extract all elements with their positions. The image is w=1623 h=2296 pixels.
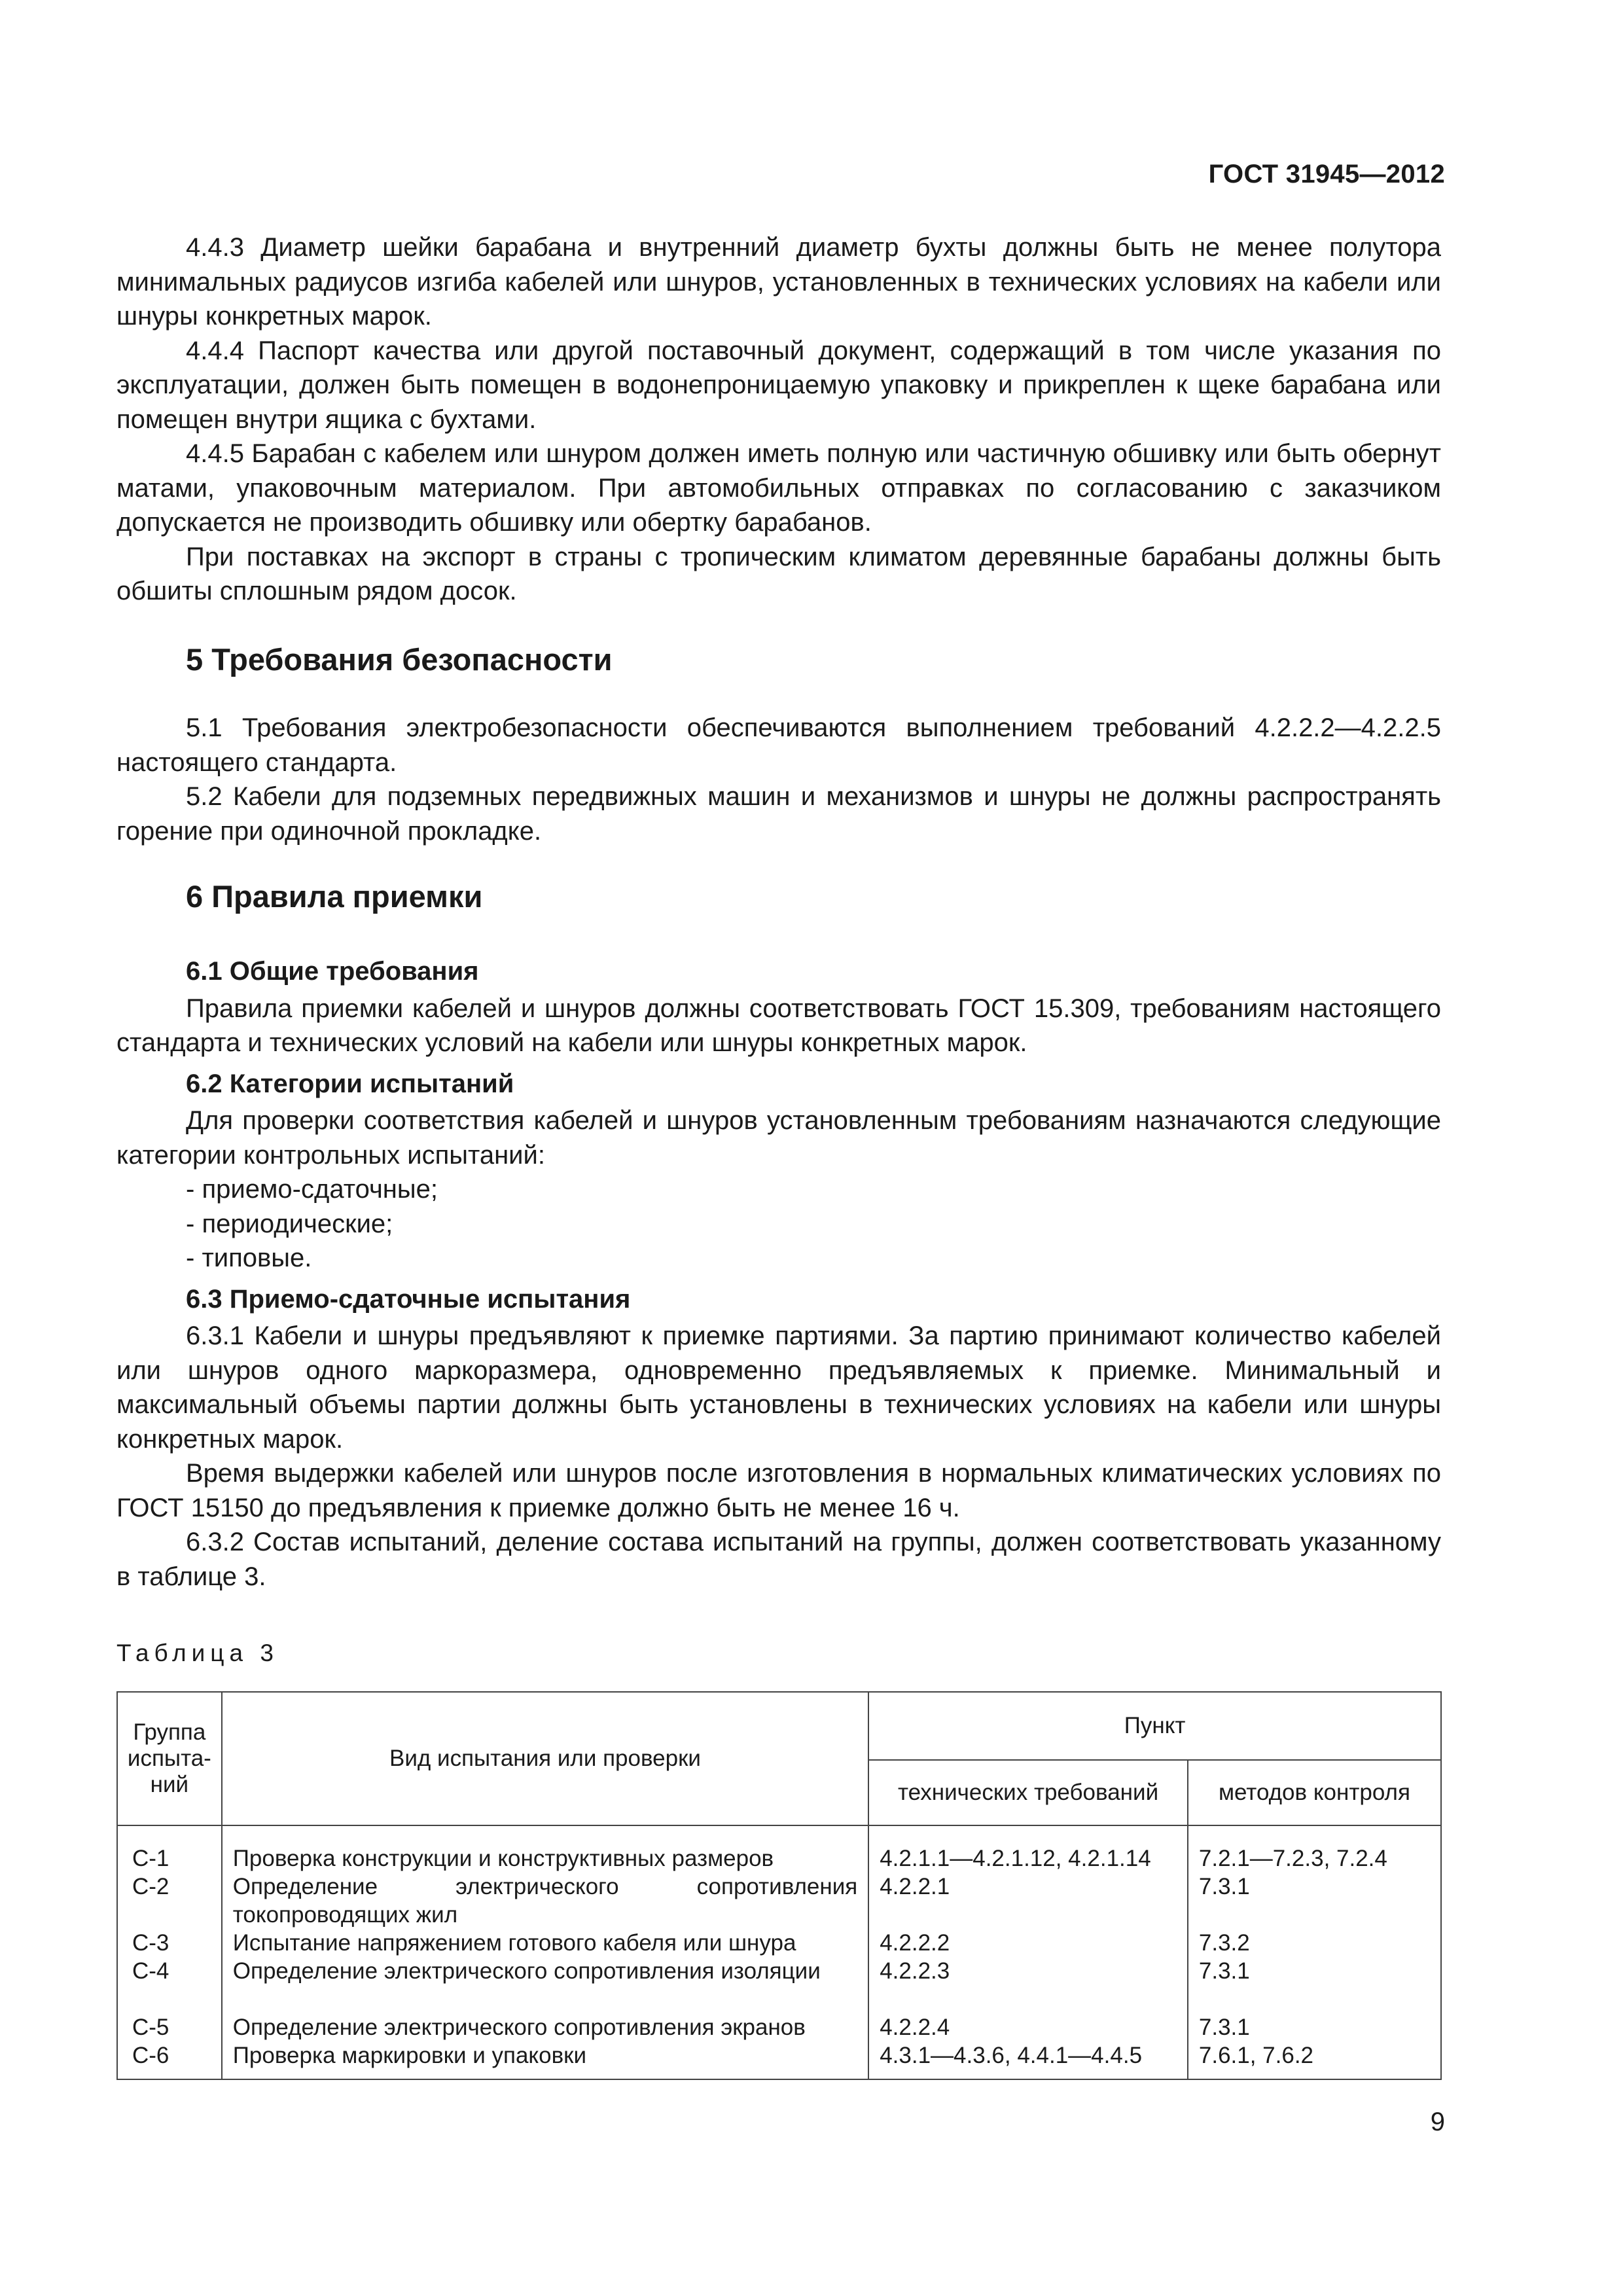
section-6-body	[116, 954, 1441, 1594]
test-categories-list	[116, 1172, 1441, 1276]
header-kind: Вид испытания или проверки	[222, 1692, 868, 1825]
subsection-6-1-heading: 6.1 Общие требования	[186, 957, 479, 986]
paragraph-4-4-4: 4.4.4 Паспорт качества или другой поставочный документ, содержащий в том числе указания по эксплуатации, должен быть помещен в водонепроницаемую упаковку и прикреплен к щеке барабана или помещен внутри ящика с бухтами.	[116, 336, 1441, 434]
section-6-heading: 6 Правила приемки	[186, 879, 483, 914]
table-row	[117, 1825, 1441, 2079]
cell-method-refs: 7.2.1—7.2.3, 7.2.4 7.3.1 7.3.2 7.3.1 7.3.1 7.6.1, 7.6.2	[1188, 1825, 1441, 2079]
paragraph-export: При поставках на экспорт в страны с тропическим климатом деревянные барабаны должны быть обшиты сплошным рядом досок.	[116, 542, 1441, 605]
paragraph-6-1: Правила приемки кабелей и шнуров должны соответствовать ГОСТ 15.309, требованиям настоящего стандарта и технических условий на кабели или шнуры конкретных марок.	[116, 994, 1441, 1057]
paragraph-5-1: 5.1 Требования электробезопасности обеспечиваются выполнением требований 4.2.2.2—4.2.2.5 настоящего стандарта.	[116, 713, 1441, 777]
section-5	[116, 640, 1441, 679]
cell-kinds: Проверка конструкции и конструктивных размеров Определение электрического сопротивления токопроводящих жил Испытание напряжением готового кабеля или шнура Определение электрического сопротивления изоляции Определение электрического сопротивления экранов Проверка маркировки и упаковки	[222, 1825, 868, 2079]
list-item: - типовые.	[186, 1241, 1441, 1276]
list-item: - периодические;	[186, 1207, 1441, 1242]
subsection-6-3-heading: 6.3 Приемо-сдаточные испытания	[186, 1284, 631, 1314]
paragraph-6-3-1-b: Время выдержки кабелей или шнуров после изготовления в нормальных климатических условиях по ГОСТ 15150 до предъявления к приемке должно быть не менее 16 ч.	[116, 1459, 1441, 1522]
cell-tech-refs: 4.2.1.1—4.2.1.12, 4.2.1.14 4.2.2.1 4.2.2.2 4.2.2.3 4.2.2.4 4.3.1—4.3.6, 4.4.1—4.4.5	[868, 1825, 1188, 2079]
paragraph-4-4-3: 4.4.3 Диаметр шейки барабана и внутренний диаметр бухты должны быть не менее полутора минимальных радиусов изгиба кабелей или шнуров, установленных в технических условиях на кабели или шнуры конкретных марок.	[116, 233, 1441, 331]
table-3	[116, 1691, 1442, 2080]
table-caption-block	[116, 1636, 1441, 1671]
paragraph-5-2: 5.2 Кабели для подземных передвижных машин и механизмов и шнуры не должны распространять горение при одиночной прокладке.	[116, 782, 1441, 846]
header-punkt: Пункт	[868, 1692, 1441, 1760]
header-group: Группа испыта-ний	[117, 1692, 222, 1825]
table-caption: Таблица 3	[116, 1640, 279, 1666]
clause-4-4-block	[116, 230, 1441, 609]
header-tech: технических требований	[868, 1760, 1188, 1825]
page-number: 9	[1430, 2108, 1445, 2136]
section-5-heading: 5 Требования безопасности	[186, 642, 613, 677]
paragraph-6-2: Для проверки соответствия кабелей и шнуров установленным требованиям назначаются следующие категории контрольных испытаний:	[116, 1106, 1441, 1170]
header-methods: методов контроля	[1188, 1760, 1441, 1825]
document-header: ГОСТ 31945—2012	[1208, 160, 1445, 188]
paragraph-6-3-2: 6.3.2 Состав испытаний, деление состава испытаний на группы, должен соответствовать указанному в таблице 3.	[116, 1528, 1441, 1591]
cell-groups: С-1 С-2 С-3 С-4 С-5 С-6	[117, 1825, 222, 2079]
paragraph-6-3-1: 6.3.1 Кабели и шнуры предъявляют к приемке партиями. За партию принимают количество кабелей или шнуров одного маркоразмера, одновременно предъявляемых к приемке. Минимальный и максимальный объемы партии должны быть установлены в технических условиях на кабели или шнуры конкретных марок.	[116, 1321, 1441, 1454]
section-6	[116, 877, 1441, 916]
list-item: - приемо-сдаточные;	[186, 1172, 1441, 1207]
subsection-6-2-heading: 6.2 Категории испытаний	[186, 1069, 514, 1098]
paragraph-4-4-5: 4.4.5 Барабан с кабелем или шнуром должен иметь полную или частичную обшивку или быть обернут матами, упаковочным материалом. При автомобильных отправках по согласованию с заказчиком допускается не производить обшивку или обертку барабанов.	[116, 439, 1441, 537]
section-5-body	[116, 711, 1441, 848]
